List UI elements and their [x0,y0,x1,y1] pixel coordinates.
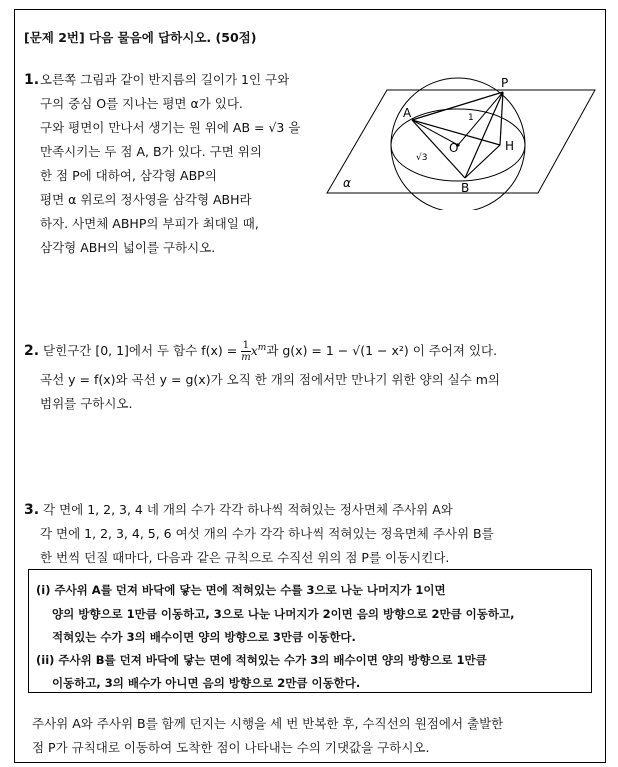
q3-line-2: 각 면에 1, 2, 3, 4, 5, 6 여섯 개의 수가 각각 하나씩 적혀있는 정육면체 주사위 B를 [40,526,494,541]
label-one: 1 [468,113,474,123]
q3-line-1: 3. 각 면에 1, 2, 3, 4 네 개의 수가 각각 하나씩 적혀있는 정사면체 주사위 A와 [24,502,453,518]
q2-line-2: 곡선 y = f(x)와 곡선 y = g(x)가 오직 한 개의 점에서만 만나기 위한 양의 실수 m의 [40,372,501,387]
q3-line-3: 한 번씩 던질 때마다, 다음과 같은 규칙으로 수직선 위의 점 P를 이동시킨다. [40,550,450,565]
q1-line-2: 구의 중심 O를 지나는 평면 α가 있다. [40,96,243,111]
label-p: P [501,76,509,90]
problem-title: [문제 2번] 다음 물음에 답하시오. (50점) [24,30,257,45]
label-b: B [461,181,470,195]
segment-ap [412,92,503,120]
q1-line-7: 하자. 사면체 ABHP의 부피가 최대일 때, [40,216,259,231]
segment-op [458,92,503,145]
q1-line-1: 오른쪽 그림과 같이 반지름의 길이가 1인 구와 [40,72,290,87]
segment-bh [465,145,500,178]
label-h: H [505,139,515,153]
rule-i-line-1: (i) 주사위 A를 던져 바닥에 닿는 면에 적혀있는 수를 3으로 나눈 나머지가 1이면 [36,583,446,597]
q3-closing-1: 주사위 A와 주사위 B를 함께 던지는 시행을 세 번 반복한 후, 수직선의 원점에서 출발한 [32,716,504,731]
q1-line-6: 평면 α 위로의 정사영을 삼각형 ABH라 [40,192,252,207]
rule-i-line-3: 적혀있는 수가 3의 배수이면 양의 방향으로 3만큼 이동한다. [52,630,356,644]
label-alpha: α [343,176,351,190]
q1-line-5: 한 점 P에 대하여, 삼각형 ABP의 [40,168,217,183]
q1-line-8: 삼각형 ABH의 넓이를 구하시오. [40,240,216,255]
rule-ii-line-1: (ii) 주사위 B를 던져 바닥에 닿는 면에 적혀있는 수가 3의 배수이면 양의 방향으로 1만큼 [36,653,487,667]
label-o: O [449,141,459,155]
q1-line-3: 구와 평면이 만나서 생기는 원 위에 AB = √3 을 [40,120,301,135]
label-a: A [403,106,412,120]
rule-ii-line-2: 이동하고, 3의 배수가 아니면 음의 방향으로 2만큼 이동한다. [52,676,361,690]
sphere-plane-figure [325,70,600,210]
q3-closing-2: 점 P가 규칙대로 이동하여 도착한 점이 나타내는 수의 기댓값을 구하시오. [32,740,430,755]
q1-number: 1. [24,72,40,88]
q1-line-4: 만족시키는 두 점 A, B가 있다. 구면 위의 [40,144,262,159]
q2-line-1: 2. 닫힌구간 [0, 1]에서 두 함수 f(x) = $\frac{1}{m}$ $x^m$과 g(x) = 1 − √(1 − x²) 이 주어져 있다. [24,340,498,364]
label-sqrt3: √3 [416,153,428,163]
q2-line-3: 범위를 구하시오. [40,396,133,411]
segment-bp [465,92,503,178]
rule-i-line-2: 양의 방향으로 1만큼 이동하고, 3으로 나눈 나머지가 2이면 음의 방향으로 2만큼 이동하고, [52,607,515,621]
